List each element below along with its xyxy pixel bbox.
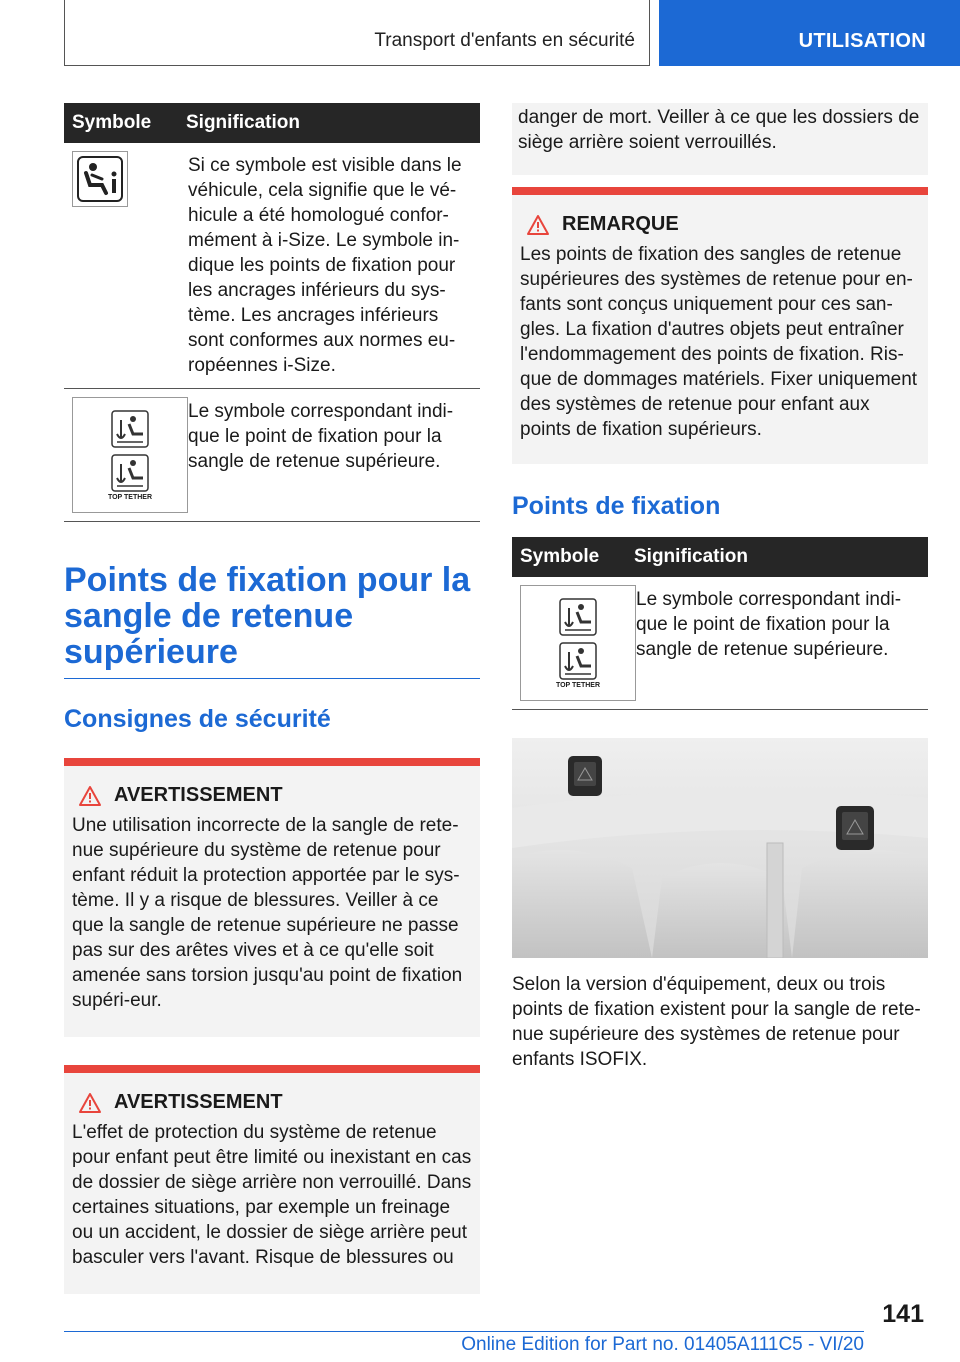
table-row: [64, 389, 480, 522]
section-heading: Points de fixation: [512, 492, 721, 520]
warning-triangle-icon: [78, 785, 102, 807]
col-symbol-header: Symbole: [520, 546, 600, 567]
rear-seat-anchor-photo: [512, 738, 928, 958]
left-column: [64, 103, 480, 1294]
note-box: [512, 187, 928, 464]
top-tether-symbol-icon: [72, 397, 188, 513]
table-header: [64, 103, 480, 143]
warning-title: AVERTISSEMENT: [114, 784, 283, 806]
top-tether-symbol-icon: [520, 585, 636, 701]
col-symbol-header: Symbole: [72, 112, 152, 133]
isize-symbol-icon: [72, 151, 128, 207]
safety-subheading: Consignes de sécurité: [64, 705, 331, 733]
warning-title: AVERTISSEMENT: [114, 1091, 283, 1113]
symbol-caption: TOP TETHER: [107, 493, 153, 501]
warning-body: Une utilisation incorrecte de la sangle de rete-nue supérieure du système de retenue pour enfant réduit la protection apportée par le sys-tème. Il y a risque de blessures. Veiller à ce que la sangle de retenue supérieure ne passe pas sur des arêtes vives et à ce qu'elle soit amenée sans torsion jusqu'au point de fixation supéri-eur.: [72, 815, 463, 1011]
chapter-title: Transport d'enfants en sécurité: [374, 30, 635, 51]
row-meaning: Si ce symbole est visible dans le véhicule, cela signifie que le vé-hicule a été homologué confor-mément à i-Size. Le symbole in-dique les points de fixation pour les ancrages inférieurs du sys-tème. Les ancrages inférieurs sont conformes aux normes eu-ropéennes i-Size.: [188, 155, 462, 376]
row-meaning: Le symbole correspondant indi-que le point de fixation pour la sangle de retenue supérieure.: [636, 589, 902, 660]
anchor-cover-right-icon: [836, 806, 874, 850]
right-column: [512, 103, 928, 1072]
col-meaning-header: Signification: [186, 112, 300, 133]
symbol-table-right: [512, 537, 928, 710]
row-meaning: Le symbole correspondant indi-que le point de fixation pour la sangle de retenue supérieure.: [188, 401, 454, 472]
warning-box: [64, 758, 480, 1037]
section-heading: Points de fixation pour la sangle de retenue supérieure: [64, 562, 480, 679]
header-section-tab[interactable]: [659, 0, 960, 66]
header-chapter-box: [64, 0, 650, 66]
warning-triangle-icon: [78, 1092, 102, 1114]
table-header: [512, 537, 928, 577]
note-title: REMARQUE: [562, 213, 679, 235]
page-number: 141: [882, 1300, 924, 1328]
photo-caption: Selon la version d'équipement, deux ou trois points de fixation existent pour la sangle de rete-nue supérieure des systèmes de retenue pour enfants ISOFIX.: [512, 974, 921, 1070]
section-title: UTILISATION: [798, 30, 926, 52]
warning-box: [64, 1065, 480, 1294]
table-row: [64, 143, 480, 389]
col-meaning-header: Signification: [634, 546, 748, 567]
warning-triangle-icon: [526, 214, 550, 236]
symbol-caption: TOP TETHER: [555, 681, 601, 689]
symbol-table-left: [64, 103, 480, 522]
table-row: [512, 577, 928, 710]
warning-continuation: danger de mort. Veiller à ce que les dossiers de siège arrière soient verrouillés.: [512, 103, 928, 175]
warning-body: L'effet de protection du système de retenue pour enfant peut être limité ou inexistant en cas de dossier de siège arrière non verrouillé. Dans certaines situations, par exemple un freinage ou un accident, le dossier de siège arrière peut basculer vers l'avant. Risque de blessures ou: [72, 1122, 472, 1268]
note-body: Les points de fixation des sangles de retenue supérieures des systèmes de retenue pour en-fants sont conçus uniquement pour ces san-gles. La fixation d'autres objets peut entraîner l'endommagement des points de fixation. Ris-que de dommages matériels. Fixer uniquement des systèmes de retenue pour enfant aux points de fixation supérieurs.: [520, 244, 918, 440]
edition-footer: Online Edition for Part no. 01405A111C5 - VI/20: [64, 1331, 864, 1356]
anchor-cover-left-icon: [568, 756, 602, 796]
